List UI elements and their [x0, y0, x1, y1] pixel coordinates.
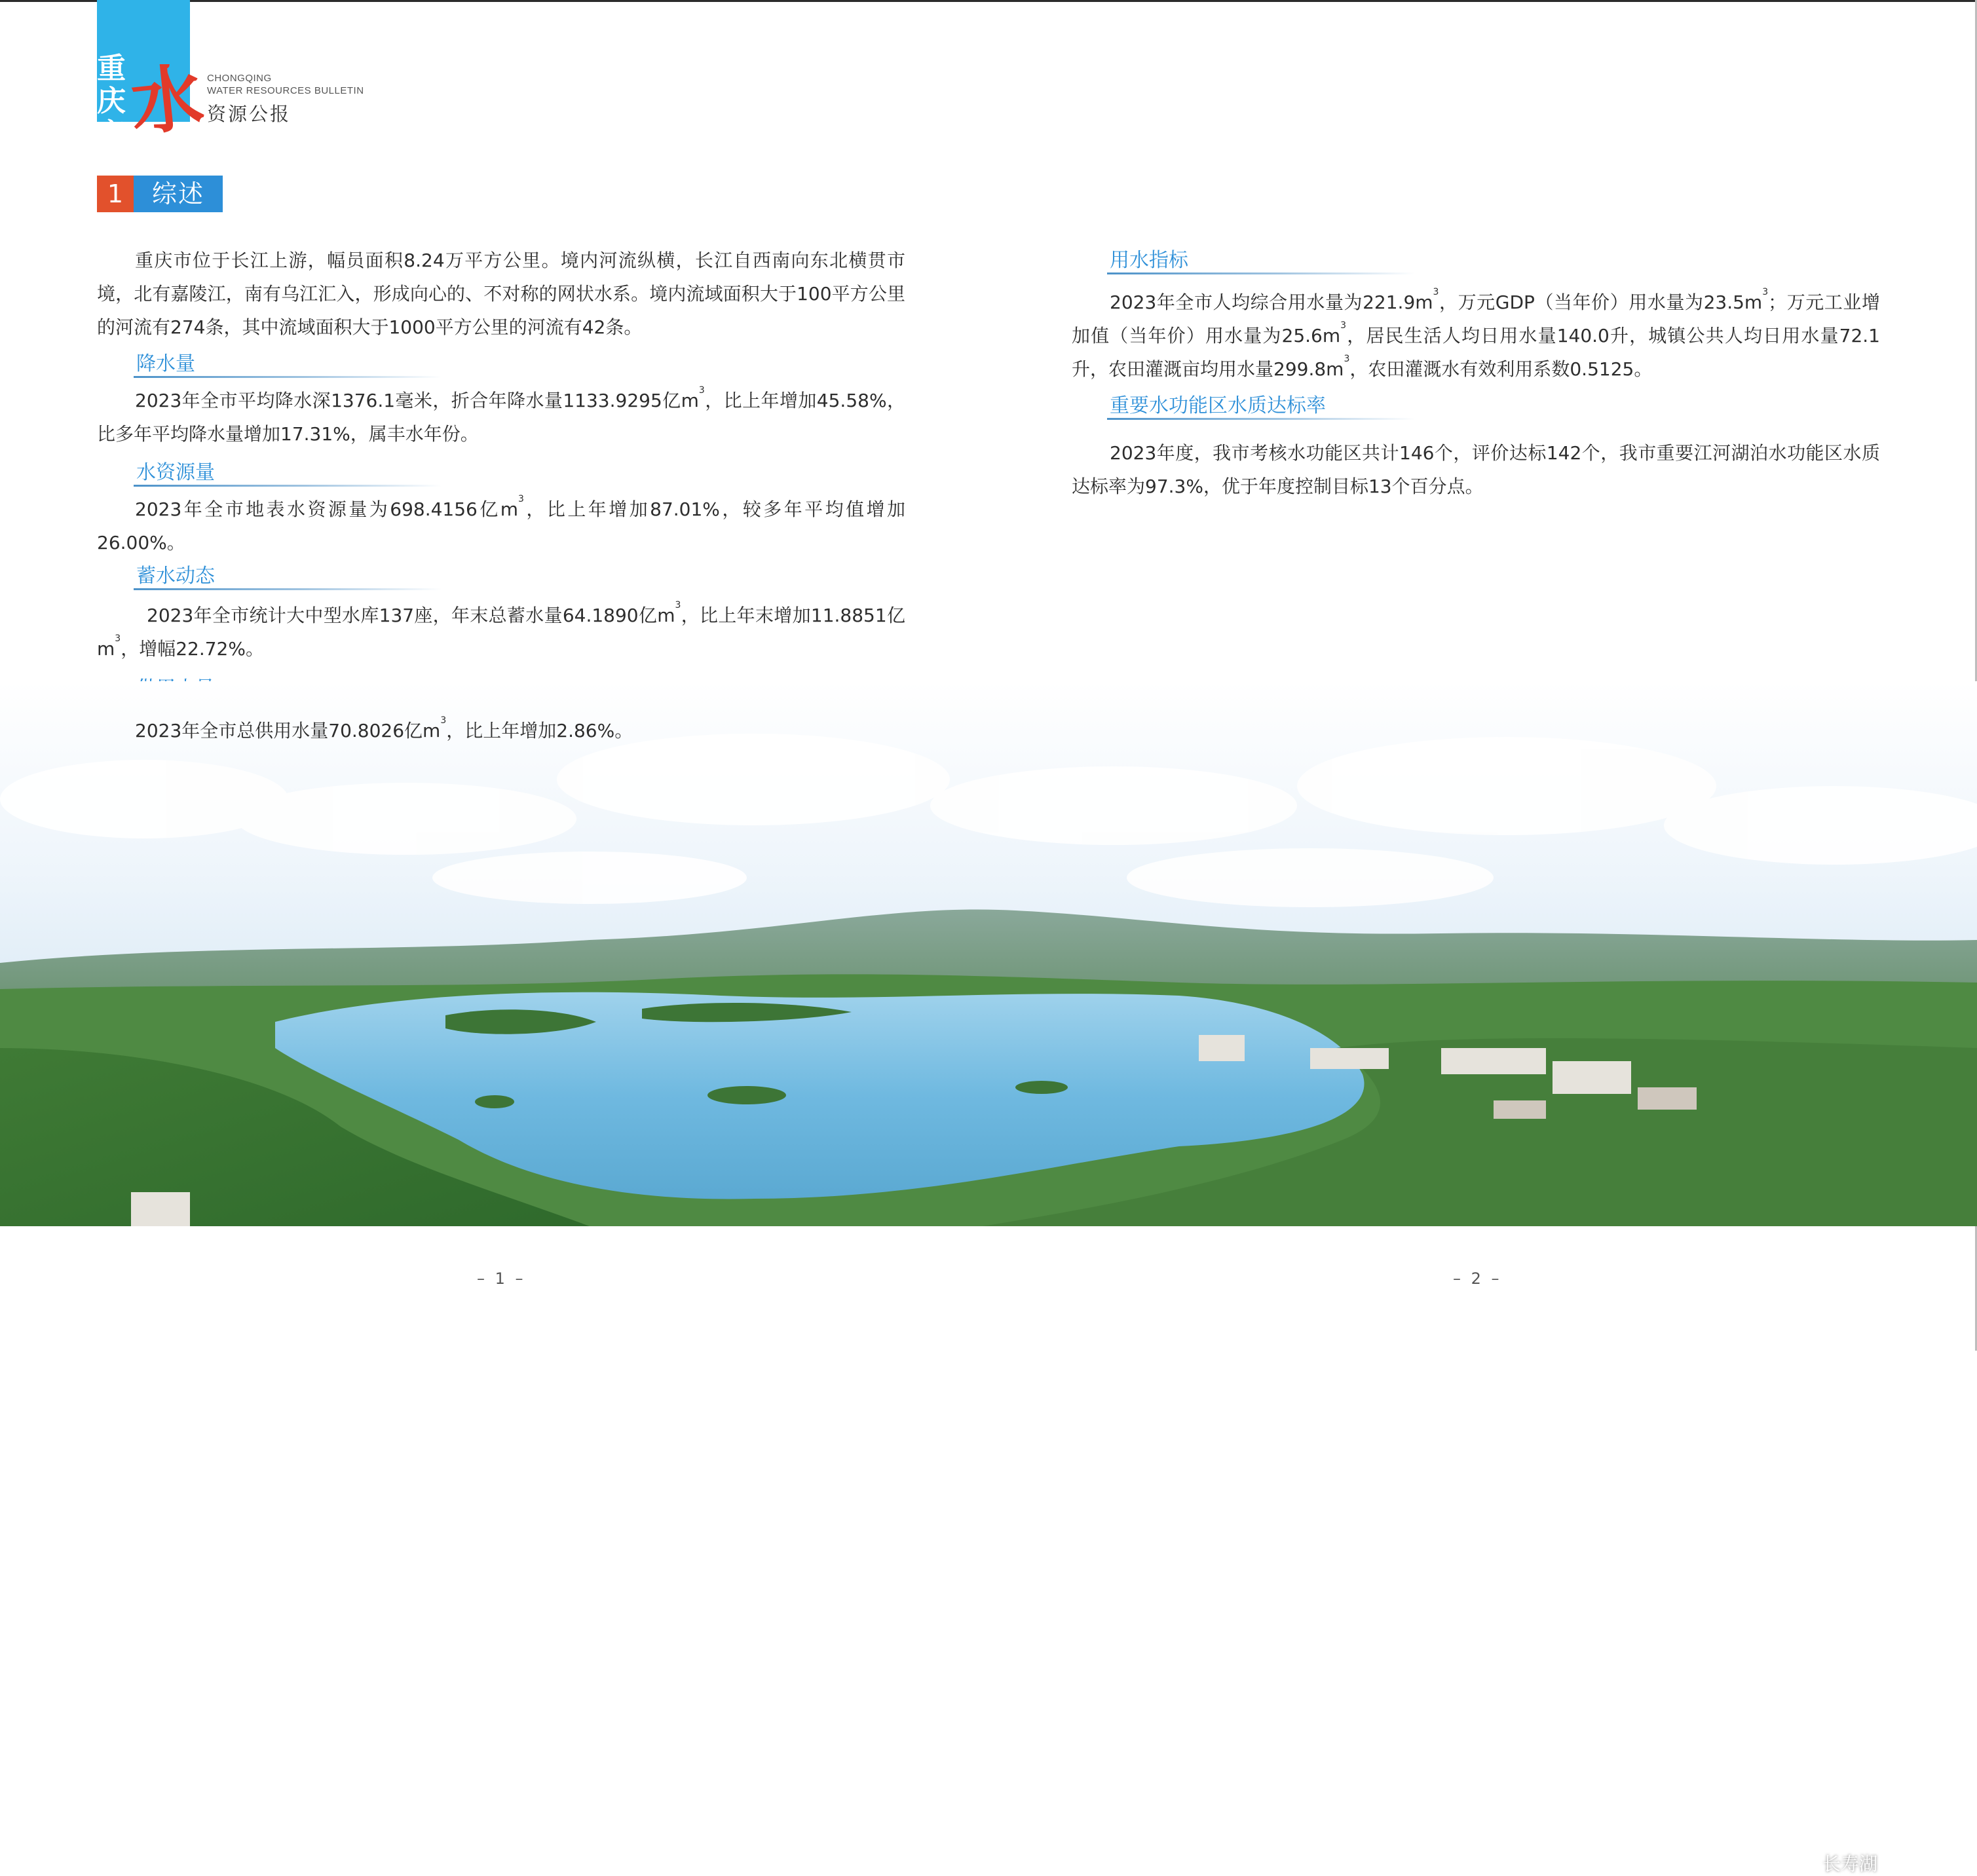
function-zones-paragraph: 2023年度，我市考核水功能区共计146个，评价达标142个，我市重要江河湖泊水功能区水质达标率为97.3%，优于年度控制目标13个百分点。: [1072, 442, 1880, 497]
water-resources-paragraph: 2023年全市地表水资源量为698.4156亿$m^3$，比上年增加87.01%，较多年平均值增加26.00%。: [97, 494, 906, 553]
subheading-water-resources: 水资源量: [136, 461, 215, 484]
subheading-underline: [134, 485, 442, 487]
page-number-left: – 1 –: [477, 1269, 526, 1288]
subheading-underline: [1107, 418, 1415, 420]
photo-caption: 长寿湖: [1822, 1853, 1878, 1875]
logo-chinese-title: 资源公报: [207, 103, 292, 125]
section-number: 1: [97, 176, 134, 212]
subheading-precipitation: 降水量: [136, 352, 195, 375]
precipitation-paragraph: 2023年全市平均降水深1376.1毫米，折合年降水量1133.9295亿$m^3$，比上年增加45.58%，比多年平均降水量增加17.31%，属丰水年份。: [97, 385, 905, 445]
supply-paragraph: 2023年全市总供用水量70.8026亿$m^3$，比上年增加2.86%。: [135, 715, 633, 741]
indicators-paragraph: 2023年全市人均综合用水量为$221.9m^3$，万元GDP（当年价）用水量为$23.5m^3$；万元工业增加值（当年价）用水量为$25.6m^3$，居民生活人均日用水量140.0升，城镇公共人均日用水量72.1升，农田灌溉亩均用水量$299.8m^3$，农田灌溉水有效利用系数0.5125。: [1072, 287, 1880, 380]
storage-paragraph: 2023年全市统计大中型水库137座，年末总蓄水量64.1890亿$m^3$，比上年末增加11.8851亿$m^3$，增幅22.72%。: [97, 600, 905, 660]
logo-city-text: 重庆 市: [97, 52, 126, 151]
subheading-storage: 蓄水动态: [136, 565, 215, 588]
logo-english: CHONGQING WATER RESOURCES BULLETIN: [207, 73, 364, 96]
intro-paragraph: 重庆市位于长江上游，幅员面积8.24万平方公里。境内河流纵横，长江自西南向东北横贯市境，北有嘉陵江，南有乌江汇入，形成向心的、不对称的网状水系。境内流域面积大于100平方公里的河流有274条，其中流域面积大于1000平方公里的河流有42条。: [97, 250, 905, 338]
logo-water-char: 水: [126, 54, 208, 146]
subheading-indicators: 用水指标: [1110, 249, 1188, 272]
section-title: 综述: [134, 176, 223, 212]
lake-landscape-photo: [0, 681, 1977, 1875]
top-border: [0, 0, 1977, 2]
subheading-underline: [134, 376, 442, 378]
landscape-illustration: [0, 681, 1977, 1226]
page-number-right: – 2 –: [1453, 1269, 1502, 1288]
subheading-function-zones: 重要水功能区水质达标率: [1110, 394, 1326, 417]
subheading-underline: [134, 588, 442, 590]
subheading-underline: [1107, 272, 1415, 274]
